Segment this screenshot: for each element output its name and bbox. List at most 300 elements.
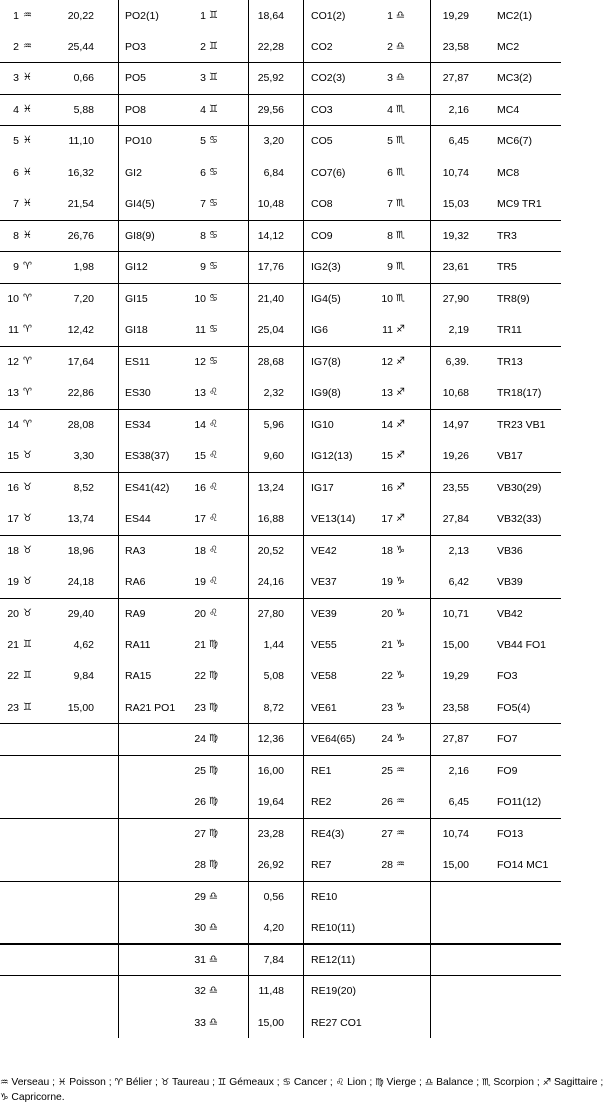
degree-value: 3,30 bbox=[73, 450, 94, 462]
zodiac-capricorn-icon: ♑ bbox=[396, 670, 405, 681]
zodiac-virgo-icon: ♍ bbox=[375, 1077, 384, 1088]
degree-number: 9 bbox=[200, 261, 206, 273]
point-label: GI12 bbox=[125, 261, 148, 273]
point-label: VE58 bbox=[311, 670, 337, 682]
zodiac-capricorn-icon: ♑ bbox=[396, 733, 405, 744]
degree-value: 19,29 bbox=[442, 9, 469, 22]
zodiac-leo-icon: ♌ bbox=[209, 576, 218, 587]
point-label: VB32(33) bbox=[497, 513, 542, 525]
point-label: TR11 bbox=[497, 324, 522, 336]
degree-number: 22 bbox=[381, 670, 393, 682]
degree-number: 14 bbox=[381, 418, 393, 431]
zodiac-sagittarius-icon: ♐ bbox=[396, 355, 405, 367]
point-label: FO11(12) bbox=[497, 796, 542, 808]
degree-number: 20 bbox=[7, 607, 19, 620]
zodiac-cancer-icon: ♋ bbox=[209, 292, 218, 304]
degree-number: 17 bbox=[381, 513, 393, 525]
degree-number: 26 bbox=[381, 796, 393, 808]
point-label: ES11 bbox=[125, 355, 150, 368]
column-divider bbox=[430, 0, 431, 1038]
degree-number: 6 bbox=[387, 166, 393, 179]
point-label: FO13 bbox=[497, 827, 524, 840]
point-label: IG2(3) bbox=[311, 261, 341, 273]
degree-number: 16 bbox=[381, 481, 393, 494]
point-label: MC8 bbox=[497, 166, 520, 179]
zodiac-pisces-icon: ♓ bbox=[23, 135, 32, 146]
degree-number: 7 bbox=[387, 198, 393, 210]
point-label: IG6 bbox=[311, 324, 328, 336]
zodiac-libra-icon: ♎ bbox=[396, 72, 405, 83]
zodiac-sagittarius-icon: ♐ bbox=[542, 1077, 552, 1088]
degree-number: 7 bbox=[200, 198, 206, 210]
zodiac-leo-icon: ♌ bbox=[209, 544, 218, 556]
degree-value: 19,29 bbox=[442, 670, 469, 682]
zodiac-scorpio-icon: ♏ bbox=[396, 292, 405, 304]
degree-value: 20,22 bbox=[67, 9, 94, 22]
zodiac-aquarius-icon: ♒ bbox=[23, 9, 32, 21]
degree-number: 15 bbox=[7, 450, 19, 462]
degree-value: 6,45 bbox=[448, 796, 469, 808]
zodiac-capricorn-icon: ♑ bbox=[396, 638, 405, 650]
zodiac-gemini-icon: ♊ bbox=[23, 670, 32, 681]
point-label: RA15 bbox=[125, 670, 152, 682]
degree-value: 25,04 bbox=[257, 324, 284, 336]
zodiac-sagittarius-icon: ♐ bbox=[396, 418, 405, 430]
degree-number: 16 bbox=[194, 481, 206, 494]
point-label: RA11 bbox=[125, 638, 151, 651]
degree-value: 13,74 bbox=[67, 513, 94, 525]
degree-value: 17,76 bbox=[257, 261, 284, 273]
degree-number: 30 bbox=[194, 922, 206, 934]
point-label: CO2 bbox=[311, 40, 333, 53]
degree-value: 13,24 bbox=[257, 481, 284, 494]
zodiac-pisces-icon: ♓ bbox=[23, 72, 32, 83]
zodiac-scorpio-icon: ♏ bbox=[396, 135, 405, 146]
point-label: CO2(3) bbox=[311, 72, 346, 84]
legend-sign-name: Lion bbox=[347, 1077, 367, 1088]
zodiac-libra-icon: ♎ bbox=[396, 40, 405, 52]
point-label: GI18 bbox=[125, 324, 148, 336]
point-label: CO1(2) bbox=[311, 9, 346, 22]
degree-value: 2,16 bbox=[448, 764, 469, 777]
zodiac-leo-icon: ♌ bbox=[209, 481, 218, 493]
point-label: TR3 bbox=[497, 229, 517, 242]
degree-value: 22,86 bbox=[67, 387, 94, 399]
degree-number: 13 bbox=[381, 387, 393, 399]
degree-value: 23,58 bbox=[442, 701, 469, 714]
point-label: IG12(13) bbox=[311, 450, 353, 462]
degree-number: 14 bbox=[194, 418, 206, 431]
point-label: RA21 PO1 bbox=[125, 701, 176, 714]
degree-value: 16,32 bbox=[67, 166, 94, 179]
degree-number: 24 bbox=[381, 733, 393, 745]
degree-number: 21 bbox=[381, 638, 393, 651]
zodiac-gemini-icon: ♊ bbox=[217, 1077, 227, 1088]
zodiac-gemini-icon: ♊ bbox=[209, 103, 218, 115]
zodiac-aries-icon: ♈ bbox=[23, 292, 32, 304]
zodiac-libra-icon: ♎ bbox=[209, 953, 218, 965]
degree-value: 16,88 bbox=[257, 513, 284, 525]
point-label: VB42 bbox=[497, 607, 523, 620]
degree-number: 8 bbox=[13, 229, 19, 242]
degree-number: 11 bbox=[8, 324, 19, 336]
point-label: FO5(4) bbox=[497, 701, 531, 714]
degree-value: 26,92 bbox=[257, 859, 284, 871]
zodiac-scorpio-icon: ♏ bbox=[396, 229, 405, 241]
degree-number: 19 bbox=[381, 576, 393, 588]
zodiac-cancer-icon: ♋ bbox=[209, 355, 218, 367]
degree-value: 4,20 bbox=[263, 922, 284, 934]
legend-sign-name: Cancer bbox=[293, 1077, 328, 1088]
legend-sign-name: Taureau bbox=[171, 1077, 210, 1088]
legend-sign-name: Sagittaire bbox=[553, 1077, 598, 1088]
degree-number: 19 bbox=[7, 576, 19, 588]
degree-value: 10,71 bbox=[442, 607, 469, 620]
degree-number: 10 bbox=[381, 292, 393, 305]
point-label: MC9 TR1 bbox=[497, 198, 542, 210]
degree-value: 25,92 bbox=[257, 72, 284, 84]
point-label: IG4(5) bbox=[311, 292, 341, 305]
degree-number: 2 bbox=[387, 40, 393, 53]
zodiac-aquarius-icon: ♒ bbox=[0, 1077, 9, 1088]
point-label: VE13(14) bbox=[311, 513, 356, 525]
degree-number: 2 bbox=[200, 40, 206, 53]
degree-value: 25,44 bbox=[67, 40, 94, 53]
degree-number: 29 bbox=[194, 890, 206, 903]
degree-number: 22 bbox=[194, 670, 206, 682]
degree-value: 6,42 bbox=[448, 576, 469, 588]
zodiac-aquarius-icon: ♒ bbox=[23, 40, 32, 52]
zodiac-cancer-icon: ♋ bbox=[209, 324, 218, 335]
point-label: VB36 bbox=[497, 544, 523, 557]
point-label: CO8 bbox=[311, 198, 333, 210]
degree-value: 19,26 bbox=[442, 450, 469, 462]
degree-value: 19,64 bbox=[257, 796, 284, 808]
point-label: ES38(37) bbox=[125, 450, 170, 462]
degree-number: 8 bbox=[200, 229, 206, 242]
degree-number: 27 bbox=[194, 827, 206, 840]
zodiac-virgo-icon: ♍ bbox=[209, 764, 218, 776]
degree-value: 19,32 bbox=[442, 229, 469, 242]
degree-value: 23,55 bbox=[442, 481, 469, 494]
point-label: VE39 bbox=[311, 607, 337, 620]
degree-value: 7,20 bbox=[73, 292, 94, 305]
point-label: GI15 bbox=[125, 292, 148, 305]
degree-value: 22,28 bbox=[257, 40, 284, 53]
point-label: IG10 bbox=[311, 418, 334, 431]
legend-sign-name: Bélier bbox=[125, 1077, 153, 1088]
degree-value: 23,58 bbox=[442, 40, 469, 53]
zodiac-sagittarius-icon: ♐ bbox=[396, 387, 405, 398]
zodiac-aquarius-icon: ♒ bbox=[396, 827, 405, 839]
degree-number: 5 bbox=[387, 135, 393, 147]
zodiac-sagittarius-icon: ♐ bbox=[396, 450, 405, 461]
zodiac-scorpio-icon: ♏ bbox=[396, 198, 405, 209]
zodiac-pisces-icon: ♓ bbox=[23, 103, 32, 115]
point-label: RE10 bbox=[311, 890, 338, 903]
degree-value: 2,13 bbox=[448, 544, 469, 557]
degree-number: 16 bbox=[7, 481, 19, 494]
degree-value: 27,87 bbox=[442, 733, 469, 745]
zodiac-capricorn-icon: ♑ bbox=[0, 1092, 9, 1103]
degree-number: 27 bbox=[381, 827, 393, 840]
degree-number: 7 bbox=[13, 198, 19, 210]
degree-value: 7,84 bbox=[263, 953, 284, 966]
degree-value: 17,64 bbox=[67, 355, 94, 368]
degree-number: 21 bbox=[194, 638, 206, 651]
degree-value: 10,74 bbox=[442, 166, 469, 179]
zodiac-taurus-icon: ♉ bbox=[23, 544, 32, 556]
zodiac-libra-icon: ♎ bbox=[396, 9, 405, 21]
degree-value: 6,45 bbox=[448, 135, 469, 147]
degree-number: 15 bbox=[381, 450, 393, 462]
point-label: RE19(20) bbox=[311, 985, 356, 997]
zodiac-aquarius-icon: ♒ bbox=[396, 859, 405, 870]
degree-number: 9 bbox=[387, 261, 393, 273]
degree-value: 1,98 bbox=[73, 261, 94, 273]
zodiac-taurus-icon: ♉ bbox=[23, 450, 32, 461]
degree-number: 25 bbox=[381, 764, 393, 777]
legend-sign-name: Vierge bbox=[386, 1077, 417, 1088]
degree-value: 4,62 bbox=[73, 638, 94, 651]
zodiac-virgo-icon: ♍ bbox=[209, 701, 218, 713]
zodiac-aries-icon: ♈ bbox=[23, 387, 32, 398]
zodiac-leo-icon: ♌ bbox=[209, 418, 218, 430]
degree-value: 27,87 bbox=[442, 72, 469, 84]
degree-number: 24 bbox=[194, 733, 206, 745]
point-label: VE55 bbox=[311, 638, 337, 651]
degree-value: 0,66 bbox=[73, 72, 94, 84]
zodiac-scorpio-icon: ♏ bbox=[396, 261, 405, 272]
zodiac-taurus-icon: ♉ bbox=[160, 1077, 170, 1088]
degree-value: 11,10 bbox=[68, 135, 94, 147]
point-label: CO7(6) bbox=[311, 166, 346, 179]
point-label: TR13 bbox=[497, 355, 523, 368]
column-divider bbox=[118, 0, 119, 1038]
point-label: RA3 bbox=[125, 544, 146, 557]
zodiac-libra-icon: ♎ bbox=[424, 1077, 434, 1088]
point-label: RE27 CO1 bbox=[311, 1016, 362, 1029]
degree-value: 21,54 bbox=[67, 198, 94, 210]
degree-value: 15,00 bbox=[67, 701, 94, 714]
zodiac-cancer-icon: ♋ bbox=[209, 166, 218, 178]
degree-value: 9,60 bbox=[263, 450, 284, 462]
degree-value: 27,80 bbox=[257, 607, 284, 620]
zodiac-virgo-icon: ♍ bbox=[209, 638, 218, 650]
zodiac-leo-icon: ♌ bbox=[209, 513, 218, 524]
degree-number: 28 bbox=[194, 859, 206, 871]
degree-value: 15,00 bbox=[442, 859, 469, 871]
point-label: TR23 VB1 bbox=[497, 418, 546, 431]
legend-sign-name: Scorpion bbox=[493, 1077, 534, 1088]
degree-value: 27,84 bbox=[442, 513, 469, 525]
degree-number: 18 bbox=[194, 544, 206, 557]
zodiac-cancer-icon: ♋ bbox=[209, 198, 218, 209]
zodiac-aquarius-icon: ♒ bbox=[396, 796, 405, 807]
zodiac-aries-icon: ♈ bbox=[23, 261, 32, 272]
degree-number: 8 bbox=[387, 229, 393, 242]
zodiac-sagittarius-icon: ♐ bbox=[396, 324, 405, 335]
zodiac-pisces-icon: ♓ bbox=[23, 166, 32, 178]
degree-value: 0,56 bbox=[263, 890, 284, 903]
point-label: TR18(17) bbox=[497, 387, 542, 399]
zodiac-pisces-icon: ♓ bbox=[57, 1077, 67, 1088]
zodiac-taurus-icon: ♉ bbox=[23, 513, 32, 524]
degree-number: 11 bbox=[195, 324, 206, 336]
degree-number: 4 bbox=[200, 103, 206, 116]
point-label: MC6(7) bbox=[497, 135, 533, 147]
degree-number: 13 bbox=[7, 387, 19, 399]
point-label: VE61 bbox=[311, 701, 337, 714]
zodiac-aquarius-icon: ♒ bbox=[396, 764, 405, 776]
zodiac-scorpio-icon: ♏ bbox=[481, 1077, 491, 1088]
point-label: IG9(8) bbox=[311, 387, 341, 399]
point-label: FO9 bbox=[497, 764, 518, 777]
point-label: GI4(5) bbox=[125, 198, 155, 210]
degree-value: 20,52 bbox=[257, 544, 284, 557]
degree-number: 3 bbox=[387, 72, 393, 84]
point-label: RE1 bbox=[311, 764, 332, 777]
zodiac-capricorn-icon: ♑ bbox=[396, 544, 405, 556]
point-label: FO7 bbox=[497, 733, 518, 745]
point-label: IG7(8) bbox=[311, 355, 341, 368]
degree-value: 29,56 bbox=[257, 103, 284, 116]
point-label: CO5 bbox=[311, 135, 333, 147]
degree-number: 23 bbox=[381, 701, 393, 714]
degree-number: 1 bbox=[13, 9, 19, 22]
zodiac-scorpio-icon: ♏ bbox=[396, 103, 405, 115]
point-label: ES34 bbox=[125, 418, 151, 431]
zodiac-leo-icon: ♌ bbox=[209, 387, 218, 398]
degree-value: 12,36 bbox=[257, 733, 284, 745]
degree-value: 28,08 bbox=[67, 418, 94, 431]
point-label: VB44 FO1 bbox=[497, 638, 547, 651]
degree-number: 22 bbox=[7, 670, 19, 682]
point-label: RE2 bbox=[311, 796, 332, 808]
column-divider bbox=[248, 0, 249, 1038]
degree-number: 6 bbox=[13, 166, 19, 179]
degree-value: 15,00 bbox=[442, 638, 469, 651]
point-label: RE12(11) bbox=[311, 953, 356, 966]
degree-value: 29,40 bbox=[67, 607, 94, 620]
zodiac-pisces-icon: ♓ bbox=[23, 198, 32, 209]
point-label: VB30(29) bbox=[497, 481, 542, 494]
zodiac-aries-icon: ♈ bbox=[114, 1077, 123, 1088]
point-label: PO3 bbox=[125, 40, 147, 53]
point-label: MC3(2) bbox=[497, 72, 533, 84]
zodiac-capricorn-icon: ♑ bbox=[396, 701, 405, 713]
point-label: VB17 bbox=[497, 450, 523, 462]
degree-number: 10 bbox=[7, 292, 19, 305]
degree-value: 12,42 bbox=[67, 324, 94, 336]
degree-number: 12 bbox=[194, 355, 206, 368]
legend-sign-name: Poisson bbox=[69, 1077, 106, 1088]
degree-value: 21,40 bbox=[257, 292, 284, 305]
point-label: PO2(1) bbox=[125, 9, 159, 22]
degree-number: 13 bbox=[194, 387, 206, 399]
degree-number: 20 bbox=[194, 607, 206, 620]
degree-number: 4 bbox=[13, 103, 19, 116]
degree-value: 6,39. bbox=[445, 355, 469, 368]
point-label: FO3 bbox=[497, 670, 518, 682]
zodiac-sagittarius-icon: ♐ bbox=[396, 481, 405, 493]
degree-number: 15 bbox=[194, 450, 206, 462]
zodiac-capricorn-icon: ♑ bbox=[396, 576, 405, 587]
zodiac-gemini-icon: ♊ bbox=[209, 72, 218, 83]
point-label: VE42 bbox=[311, 544, 337, 557]
degree-number: 3 bbox=[13, 72, 19, 84]
degree-value: 10,74 bbox=[442, 827, 469, 840]
zodiac-libra-icon: ♎ bbox=[209, 922, 218, 933]
degree-number: 5 bbox=[13, 135, 19, 147]
zodiac-cancer-icon: ♋ bbox=[282, 1077, 291, 1088]
point-label: GI2 bbox=[125, 166, 142, 179]
point-label: RA9 bbox=[125, 607, 146, 620]
zodiac-capricorn-icon: ♑ bbox=[396, 607, 405, 619]
zodiac-virgo-icon: ♍ bbox=[209, 859, 218, 870]
degree-number: 17 bbox=[7, 513, 19, 525]
zodiac-cancer-icon: ♋ bbox=[209, 261, 218, 272]
zodiac-virgo-icon: ♍ bbox=[209, 733, 218, 744]
point-label: RE4(3) bbox=[311, 827, 345, 840]
degree-value: 23,28 bbox=[257, 827, 284, 840]
degree-number: 33 bbox=[194, 1016, 206, 1029]
point-label: PO5 bbox=[125, 72, 147, 84]
zodiac-cancer-icon: ♋ bbox=[209, 229, 218, 241]
degree-value: 3,20 bbox=[263, 135, 284, 147]
degree-number: 1 bbox=[200, 9, 206, 22]
degree-number: 14 bbox=[7, 418, 19, 431]
zodiac-sagittarius-icon: ♐ bbox=[396, 513, 405, 524]
degree-value: 2,16 bbox=[448, 103, 469, 116]
degree-number: 9 bbox=[13, 261, 19, 273]
zodiac-gemini-icon: ♊ bbox=[209, 40, 218, 52]
zodiac-aries-icon: ♈ bbox=[23, 418, 32, 430]
degree-number: 2 bbox=[13, 40, 19, 53]
degree-number: 11 bbox=[382, 324, 393, 336]
point-label: MC2 bbox=[497, 40, 520, 53]
point-label: TR8(9) bbox=[497, 292, 530, 305]
zodiac-virgo-icon: ♍ bbox=[209, 796, 218, 807]
zodiac-leo-icon: ♌ bbox=[209, 607, 218, 619]
point-label: VE37 bbox=[311, 576, 337, 588]
zodiac-gemini-icon: ♊ bbox=[23, 701, 32, 713]
legend-sign-name: Verseau bbox=[11, 1077, 50, 1088]
zodiac-aries-icon: ♈ bbox=[23, 324, 32, 335]
degree-value: 18,96 bbox=[67, 544, 94, 557]
degree-value: 28,68 bbox=[257, 355, 284, 368]
degree-value: 27,90 bbox=[442, 292, 469, 305]
degree-value: 5,08 bbox=[263, 670, 284, 682]
degree-value: 5,88 bbox=[73, 103, 94, 116]
degree-number: 19 bbox=[194, 576, 206, 588]
point-label: VB39 bbox=[497, 576, 523, 588]
degree-value: 10,48 bbox=[257, 198, 284, 210]
point-label: MC4 bbox=[497, 103, 520, 116]
degree-number: 12 bbox=[7, 355, 19, 368]
point-label: FO14 MC1 bbox=[497, 859, 549, 871]
legend-sign-name: Balance bbox=[436, 1077, 474, 1088]
degree-value: 24,16 bbox=[257, 576, 284, 588]
zodiac-taurus-icon: ♉ bbox=[23, 481, 32, 493]
degree-value: 8,72 bbox=[263, 701, 284, 714]
point-label: CO3 bbox=[311, 103, 333, 116]
legend-sign-name: Capricorne. bbox=[11, 1092, 65, 1103]
zodiac-leo-icon: ♌ bbox=[335, 1077, 345, 1088]
degree-value: 16,00 bbox=[257, 764, 284, 777]
degree-number: 6 bbox=[200, 166, 206, 179]
degree-value: 24,18 bbox=[67, 576, 94, 588]
